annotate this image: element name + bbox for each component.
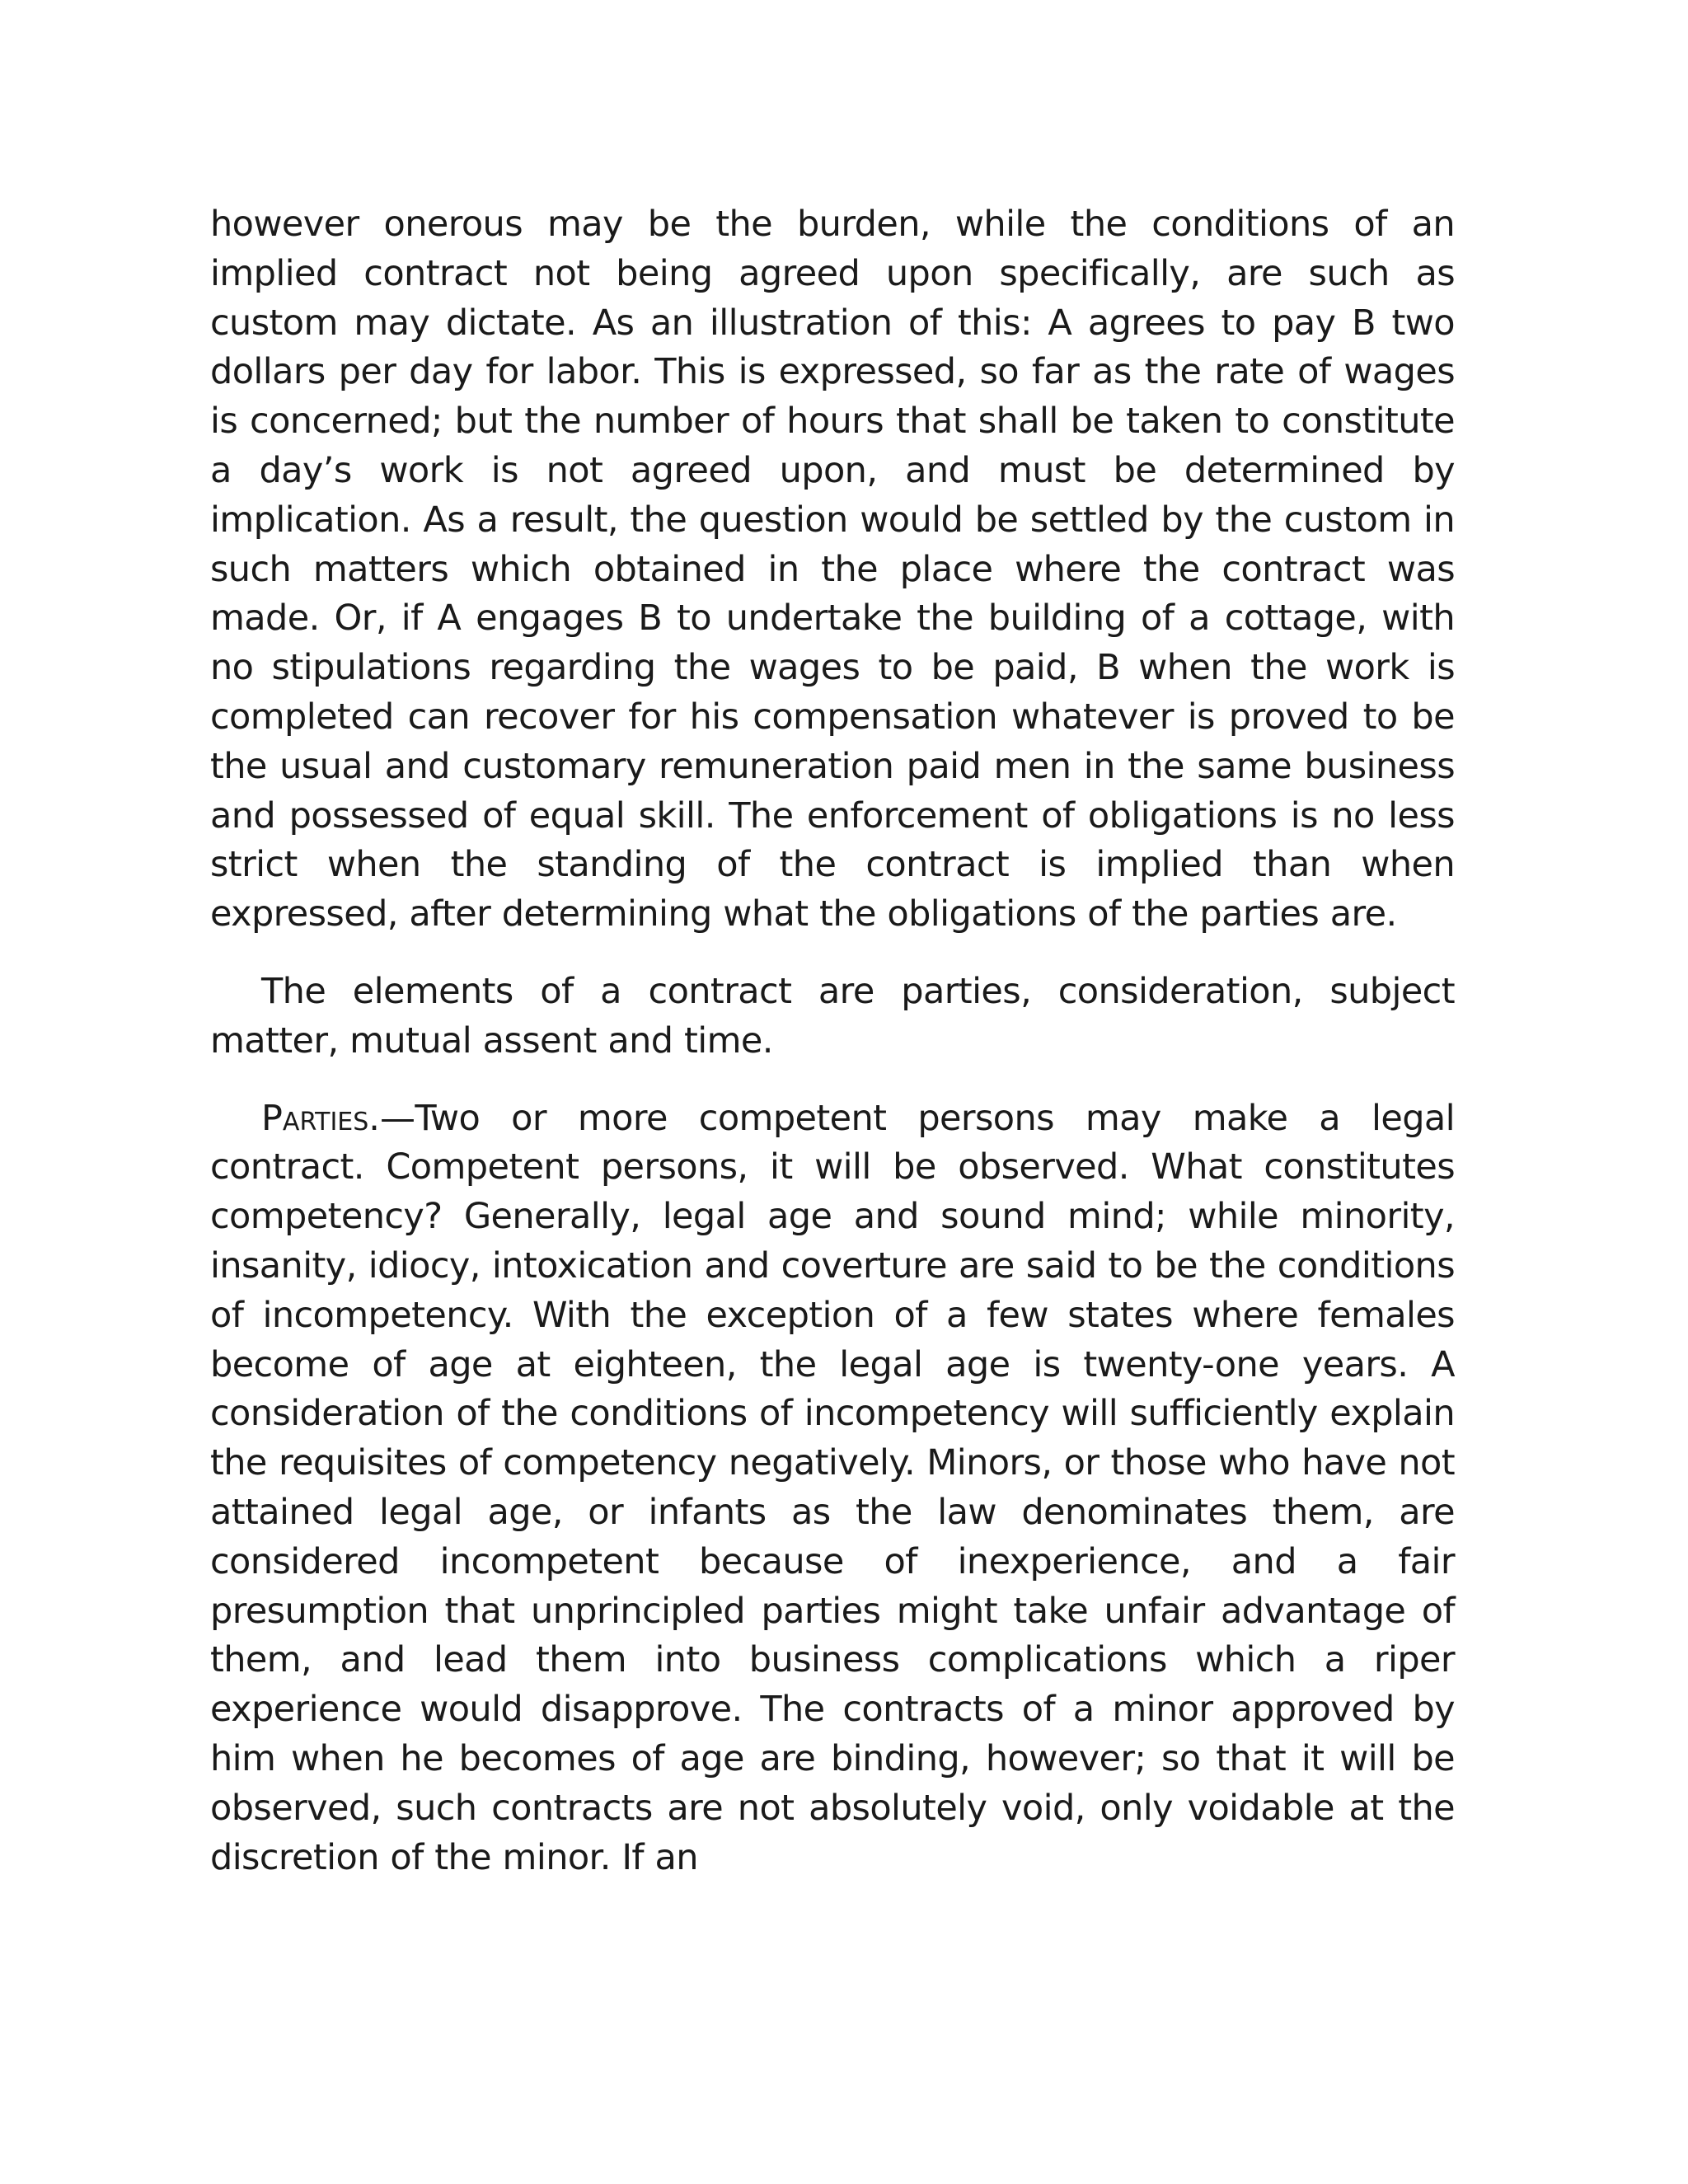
paragraph-text: The elements of a contract are parties, consideration, subject matter, mutual assent and time. <box>210 970 1455 1062</box>
page-body <box>210 200 1455 1882</box>
paragraph-elements-of-contract <box>210 968 1455 1066</box>
paragraph-text: —Two or more competent persons may make a legal contract. Competent persons, it will be observed. What constitutes competency? Generally, legal age and sound mind; while minority, insanity, idiocy, intoxication and coverture are said to be the conditions of incompetency. With the exception of a few states where females become of age at eighteen, the legal age is twenty-one years. A consideration of the conditions of incompetency will sufficiently explain the requisites of competency negatively. Minors, or those who have not attained legal age, or infants as the law denominates them, are considered incompetent because of inexperience, and a fair presumption that unprincipled parties might take unfair advantage of them, and lead them into business complications which a riper experience would disapprove. The contracts of a minor approved by him when he becomes of age are binding, however; so that it will be observed, such contracts are not absolutely void, only voidable at the discretion of the minor. If an <box>210 1097 1455 1878</box>
section-lead-parties: Parties. <box>261 1097 380 1139</box>
paragraph-text: however onerous may be the burden, while the conditions of an implied contract not being agreed upon specifically, are such as custom may dictate. As an illustration of this: A agrees to pay B two dollars per day for labor. This is expressed, so far as the rate of wages is concerned; but the number of hours that shall be taken to constitute a day’s work is not agreed upon, and must be determined by implication. As a result, the question would be settled by the custom in such matters which obtained in the place where the contract was made. Or, if A engages B to undertake the building of a cottage, with no stipulations regarding the wages to be paid, B when the work is completed can recover for his compensation whatever is proved to be the usual and customary remuneration paid men in the same business and possessed of equal skill. The enforcement of obligations is no less strict when the standing of the contract is implied than when expressed, after determining what the obligations of the parties are. <box>210 204 1455 935</box>
paragraph-implied-contract <box>210 200 1455 940</box>
paragraph-parties <box>210 1094 1455 1883</box>
